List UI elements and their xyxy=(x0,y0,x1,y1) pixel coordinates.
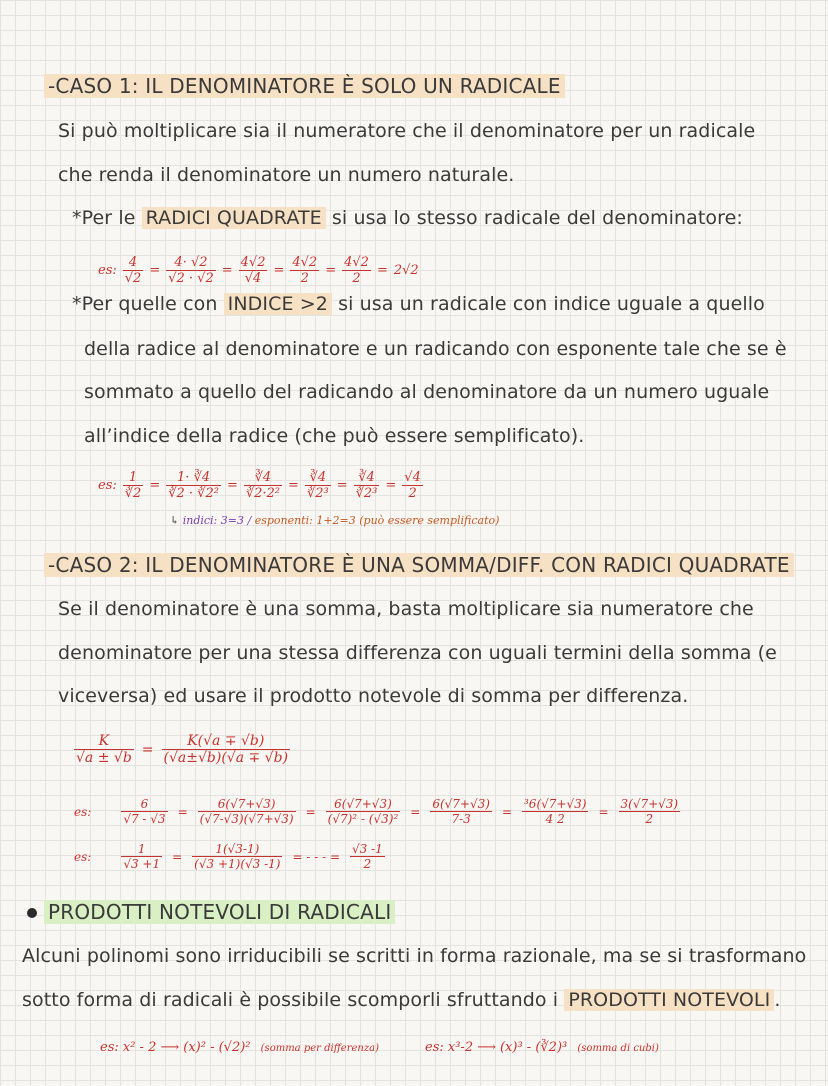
caso1-example-2-note: ↳ indici: 3=3 / esponenti: 1+2=3 (può essere semplificato) xyxy=(170,514,500,527)
example-label: es: xyxy=(74,804,92,819)
caso2-line2: denominatore per una stessa differenza con uguali termini della somma (e xyxy=(58,642,777,664)
fraction: $\frac{1\cdot ∛4}{\text{∛2 · ∛2²}}$ xyxy=(168,470,219,501)
fraction: $\frac{6}{√7 - √3}$ xyxy=(123,797,166,826)
caso1-example-1: es: $\frac{4}{√2}$ = $\frac{4\cdot √2}{√2 \cdot √2}$ = $\frac{4√2}{√4}$ = $\frac{4√2}{2}$ = $\frac{4√2}{2}$ = 2√2 xyxy=(98,255,419,286)
fraction: $\frac{K}{√a \pm √b}$ xyxy=(76,733,132,766)
fraction: $\frac{\text{³6(√7+√3)}}{4 2}$ xyxy=(524,797,587,826)
fraction: $\frac{4√2}{√4}$ xyxy=(240,255,266,286)
indice-line2: della radice al denominatore e un radicando con esponente tale che se è xyxy=(84,338,787,360)
caso1-line1: Si può moltiplicare sia il numeratore che il denominatore per un radicale xyxy=(58,120,756,142)
fraction: $\frac{1(√3-1)}{(√3 +1)(√3 -1)}$ xyxy=(194,842,281,871)
bullet-indice: *Per quelle con INDICE >2 si usa un radicale con indice uguale a quello xyxy=(72,293,765,315)
fraction: $\frac{3(√7+√3)}{2}$ xyxy=(620,797,679,826)
bullet-dot-icon xyxy=(27,908,37,918)
fraction: $\frac{1}{∛2}$ xyxy=(124,470,142,501)
prodotti-line1: Alcuni polinomi sono irriducibili se scritti in forma razionale, ma se si trasformano xyxy=(22,945,807,967)
example-label: es: xyxy=(98,478,117,493)
prodotti-example-1: es: x² - 2 ⟶ (x)² - (√2)² (somma per differenza) xyxy=(100,1040,379,1055)
fraction: $\frac{4}{√2}$ xyxy=(124,255,142,286)
caso2-line3: viceversa) ed usare il prodotto notevole di somma per differenza. xyxy=(58,685,689,707)
example-label: es: xyxy=(74,849,92,864)
fraction: $\frac{√4}{2}$ xyxy=(404,470,421,501)
fraction: $\frac{4√2}{2}$ xyxy=(292,255,318,286)
indice-line3: sommato a quello del radicando al denominatore da un numero uguale xyxy=(84,381,770,403)
fraction: $\frac{∛4}{\text{∛2³}}$ xyxy=(306,470,329,501)
caso2-example-1: es: $\frac{6}{√7 - √3}$ = $\frac{6(√7+√3)}{(√7-√3)(√7+√3)}$ = $\frac{6(√7+√3)}{\text{(√7)² - (√3)²}}$ = $\frac{6(√7+√3)}{7-3}$ = $\frac{\text{³6(√7+√3)}}{4 2}$ = $\frac{3(√7+√3)}{2}$ xyxy=(74,797,679,826)
prodotti-title: PRODOTTI NOTEVOLI DI RADICALI xyxy=(44,900,395,924)
prodotti-example-2: es: x³-2 ⟶ (x)³ - (∛2)³ (somma di cubi) xyxy=(425,1040,659,1055)
fraction: $\frac{6(√7+√3)}{7-3}$ xyxy=(432,797,490,826)
caso2-formula: $\frac{K}{√a \pm √b}$ = $\frac{K(√a \mp √b)}{(√a\pm√b)(√a \mp √b)}$ xyxy=(76,733,289,766)
caso1-title: -CASO 1: IL DENOMINATORE È SOLO UN RADICALE xyxy=(44,74,565,98)
indice-line4: all’indice della radice (che può essere semplificato). xyxy=(84,425,585,447)
fraction: $\frac{∛4}{\text{∛2³}}$ xyxy=(355,470,378,501)
fraction: $\frac{6(√7+√3)}{\text{(√7)² - (√3)²}}$ xyxy=(327,797,399,826)
fraction: $\frac{K(√a \mp √b)}{(√a\pm√b)(√a \mp √b)}$ xyxy=(163,733,289,766)
fraction: $\frac{1}{√3 +1}$ xyxy=(123,842,161,871)
fraction: $\frac{6(√7+√3)}{(√7-√3)(√7+√3)}$ xyxy=(199,797,294,826)
arrow-icon: ↳ xyxy=(170,514,180,527)
prodotti-line2: sotto forma di radicali è possibile scomporli sfruttando i PRODOTTI NOTEVOLI . xyxy=(22,989,781,1011)
fraction: $\frac{4\cdot √2}{√2 \cdot √2}$ xyxy=(168,255,214,286)
fraction: $\frac{4√2}{2}$ xyxy=(344,255,369,286)
caso1-line2: che renda il denominatore un numero naturale. xyxy=(58,164,515,186)
fraction: $\frac{√3 -1}{2}$ xyxy=(352,842,383,871)
caso2-line1: Se il denominatore è una somma, basta moltiplicare sia numeratore che xyxy=(58,598,754,620)
caso1-example-2: es: $\frac{1}{∛2}$ = $\frac{1\cdot ∛4}{\text{∛2 · ∛2²}}$ = $\frac{∛4}{\text{∛2·2²}}$ = $\frac{∛4}{\text{∛2³}}$ = $\frac{∛4}{\text{∛2³}}$ = $\frac{√4}{2}$ xyxy=(98,470,421,501)
caso2-title: -CASO 2: IL DENOMINATORE È UNA SOMMA/DIFF. CON RADICI QUADRATE xyxy=(44,553,794,577)
caso2-example-2: es: $\frac{1}{√3 +1}$ = $\frac{1(√3-1)}{(√3 +1)(√3 -1)}$ = - - - = $\frac{√3 -1}{2}$ xyxy=(74,842,383,871)
bullet-radici-quadrate: *Per le RADICI QUADRATE si usa lo stesso radicale del denominatore: xyxy=(72,207,743,229)
example-label: es: xyxy=(98,263,117,278)
fraction: $\frac{∛4}{\text{∛2·2²}}$ xyxy=(245,470,281,501)
